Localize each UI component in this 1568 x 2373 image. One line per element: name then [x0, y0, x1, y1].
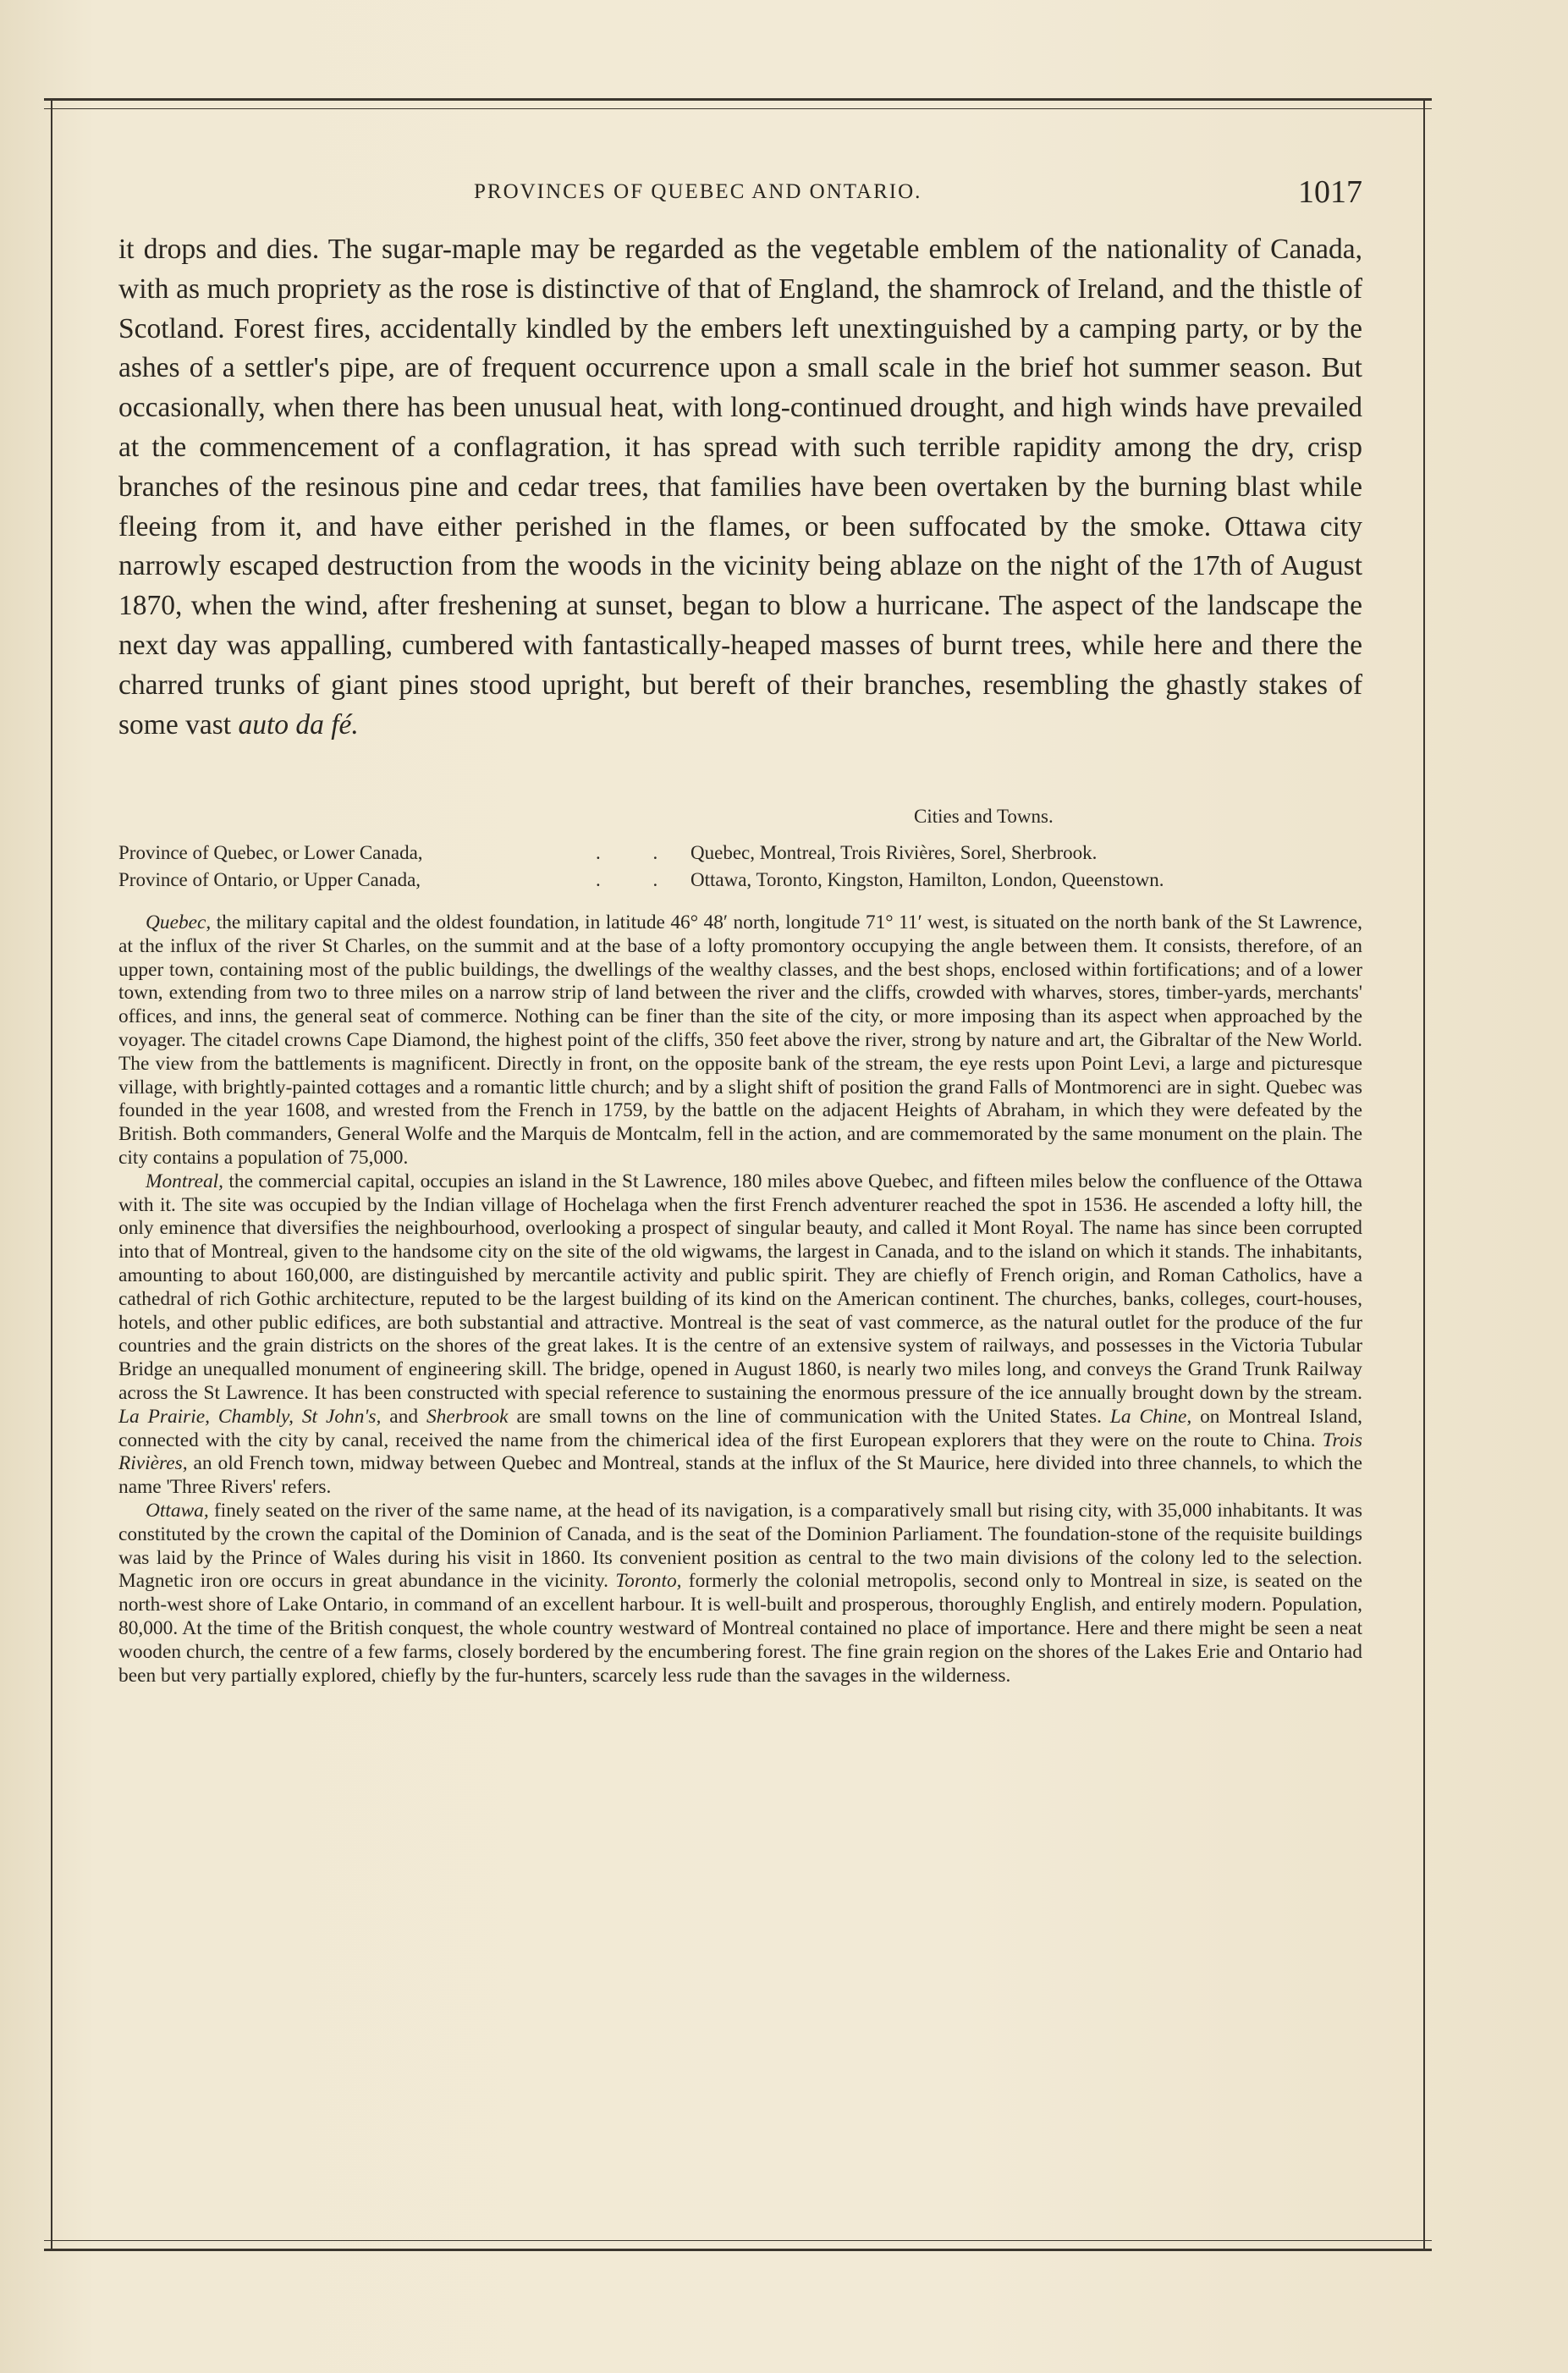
chambly-name: Chambly,	[217, 1405, 294, 1428]
page-number: 1017	[1298, 174, 1362, 210]
sherbrook-name: Sherbrook	[426, 1405, 509, 1428]
toronto-name: Toronto,	[615, 1570, 682, 1593]
montreal-text-4: an old French town, midway between Quebec and Montreal, stands at the influx of the St Maurice, here divided into three channels, to which the name 'Three Rivers' refers.	[118, 1452, 1362, 1499]
main-paragraph-italic-end: auto da fé.	[238, 708, 359, 741]
leader-dots: . .	[596, 869, 682, 890]
frame-rule-bottom-inner	[44, 2240, 1432, 2241]
frame-rule-top-inner	[44, 108, 1432, 109]
quebec-text: the military capital and the oldest foundation, in latitude 46° 48′ north, longitude 71° 11′ west, is situated on the north bank of the St Lawrence, at the influx of the river St Charles, on the summit and at the base of a lofty promontory occupying the angle between them. It consists, therefore, of an upper town, containing most of the public buildings, the dwellings of the wealthy classes, and the best shops, enclosed within fortifications; and of a lower town, extending from two to three miles on a narrow strip of land between the river and the cliffs, crowded with wharves, stores, timber-yards, merchants' offices, and inns, the general seat of commerce. Nothing can be finer than the site of the city, or more imposing than its aspect when approached by the voyager. The citadel crowns Cape Diamond, the highest point of the cliffs, 350 feet above the river, strong by nature and art, the Gibraltar of the New World. The view from the battlements is magnificent. Directly in front, on the opposite bank of the stream, the eye rests upon Point Levi, a large and picturesque village, with brightly-painted cottages and a romantic little church; and by a slight shift of position the grand Falls of Montmorenci are in sight. Quebec was founded in the year 1608, and wrested from the French in 1759, by the battle on the adjacent Heights of Abraham, in which they were defeated by the British. Both commanders, General Wolfe and the Marquis de Montcalm, fell in the action, and are commemorated by the same monument on the plain. The city contains a population of 75,000.	[118, 911, 1362, 1169]
main-paragraph-text: it drops and dies. The sugar-maple may be regarded as the vegetable emblem of the nationality of Canada, with as much propriety as the rose is distinctive of that of England, the shamrock of Ireland, and the thistle of Scotland. Forest fires, accidentally kindled by the embers left unextinguished by a camping party, or by the ashes of a settler's pipe, are of frequent occurrence upon a small scale in the brief hot summer season. But occasionally, when there has been unusual heat, with long-continued drought, and high winds have prevailed at the commencement of a conflagration, it has spread with such terrible rapidity among the dry, crisp branches of the resinous pine and cedar trees, that families have been overtaken by the burning blast while fleeing from it, and have either perished in the flames, or been suffocated by the smoke. Ottawa city narrowly escaped destruction from the woods in the vicinity being ablaze on the night of the 17th of August 1870, when the wind, after freshening at sunset, began to blow a hurricane. The aspect of the landscape the next day was appalling, cumbered with fantastically-heaped masses of burnt trees, while here and there the charred trunks of giant pines stood upright, but bereft of their branches, resembling the ghastly stakes of some vast	[118, 234, 1362, 741]
and-word: and	[389, 1405, 419, 1428]
leader-dots: . .	[596, 842, 682, 863]
ottawa-name: Ottawa,	[146, 1499, 209, 1522]
quebec-paragraph	[118, 911, 1362, 1170]
ottawa-text-2: formerly the colonial metropolis, second only to Montreal in size, is seated on the north-west shore of Lake Ontario, in command of an excellent harbour. It is well-built and prosperous, thoroughly English, and entirely modern. Population, 80,000. At the time of the British conquest, the whole country westward of Montreal contained no place of importance. Here and there might be seen a neat wooden church, the centre of a few farms, closely bordered by the encumbering forest. The fine grain region on the shores of the Lakes Erie and Ontario had been but very partially explored, chiefly by the fur-hunters, scarcely less rude than the savages in the wilderness.	[118, 1570, 1363, 1687]
running-title: PROVINCES OF QUEBEC AND ONTARIO.	[474, 180, 922, 203]
montreal-paragraph	[118, 1170, 1362, 1500]
frame-rule-bottom-outer	[44, 2249, 1432, 2251]
province-row-quebec	[118, 842, 1362, 869]
province-name: Province of Quebec, or Lower Canada,	[118, 842, 423, 863]
quebec-name: Quebec,	[146, 911, 212, 933]
province-name: Province of Ontario, or Upper Canada,	[118, 869, 421, 890]
province-cities: Ottawa, Toronto, Kingston, Hamilton, London, Queenstown.	[690, 869, 1164, 890]
montreal-text-2: are small towns on the line of communication with the United States.	[508, 1405, 1102, 1428]
province-row-ontario	[118, 869, 1362, 896]
montreal-text-1: the commercial capital, occupies an island in the St Lawrence, 180 miles above Quebec, and fifteen miles below the confluence of the Ottawa with it. The site was occupied by the Indian village of Hochelaga when the first French adventurer reached the spot in 1536. He ascended a lofty hill, the only eminence that diversifies the neighbourhood, overlooking a prospect of singular beauty, and called it Mont Royal. The name has since been corrupted into that of Montreal, given to the handsome city on the site of the old wigwams, the largest in Canada, and to the island on which it stands. The inhabitants, amounting to about 160,000, are distinguished by mercantile activity and public spirit. They are chiefly of French origin, and Roman Catholics, have a cathedral of rich Gothic architecture, reputed to be the largest building of its kind on the American continent. The churches, banks, colleges, court-houses, hotels, and other public edifices, are both substantial and attractive. Montreal is the seat of vast commerce, as the natural outlet for the produce of the fur countries and the grain districts on the shores of the great lakes. It is the centre of an extensive system of railways, and possesses in the Victoria Tubular Bridge an unequalled monument of engineering skill. The bridge, opened in August 1860, is nearly two miles long, and conveys the Grand Trunk Railway across the St Lawrence. It has been constructed with special reference to sustaining the enormous pressure of the ice annually brought down by the stream.	[118, 1170, 1362, 1404]
st-johns-name: St John's,	[301, 1405, 382, 1428]
montreal-text-3: on Montreal Island, connected with the city by canal, received the name from the chimerical idea of the first European explorers that they were on the route to China.	[118, 1405, 1363, 1451]
frame-rule-top-outer	[44, 98, 1432, 101]
ottawa-text-1: finely seated on the river of the same name, at the head of its navigation, is a comparatively small but rising city, with 35,000 inhabitants. It was constituted by the crown the capital of the Dominion of Canada, and is the seat of the Dominion Parliament. The foundation-stone of the requisite buildings was laid by the Prince of Wales during his visit in 1860. Its convenient position as central to the two main divisions of the colony led to the selection. Magnetic iron ore occurs in great abundance in the vicinity.	[118, 1499, 1362, 1593]
running-head	[118, 173, 1362, 224]
trois-rivieres-name: Trois Rivières,	[118, 1429, 1362, 1475]
montreal-name: Montreal,	[146, 1170, 224, 1192]
cities-table-caption: Cities and Towns.	[914, 806, 1054, 827]
frame-rule-right	[1423, 98, 1425, 2251]
la-chine-name: La Chine,	[1109, 1405, 1192, 1428]
la-prairie-name: La Prairie,	[118, 1405, 211, 1428]
province-cities: Quebec, Montreal, Trois Rivières, Sorel, Sherbrook.	[690, 842, 1098, 863]
main-paragraph	[118, 230, 1362, 745]
ottawa-paragraph	[118, 1500, 1362, 1688]
frame-rule-left	[51, 98, 52, 2251]
city-descriptions	[118, 911, 1362, 1688]
